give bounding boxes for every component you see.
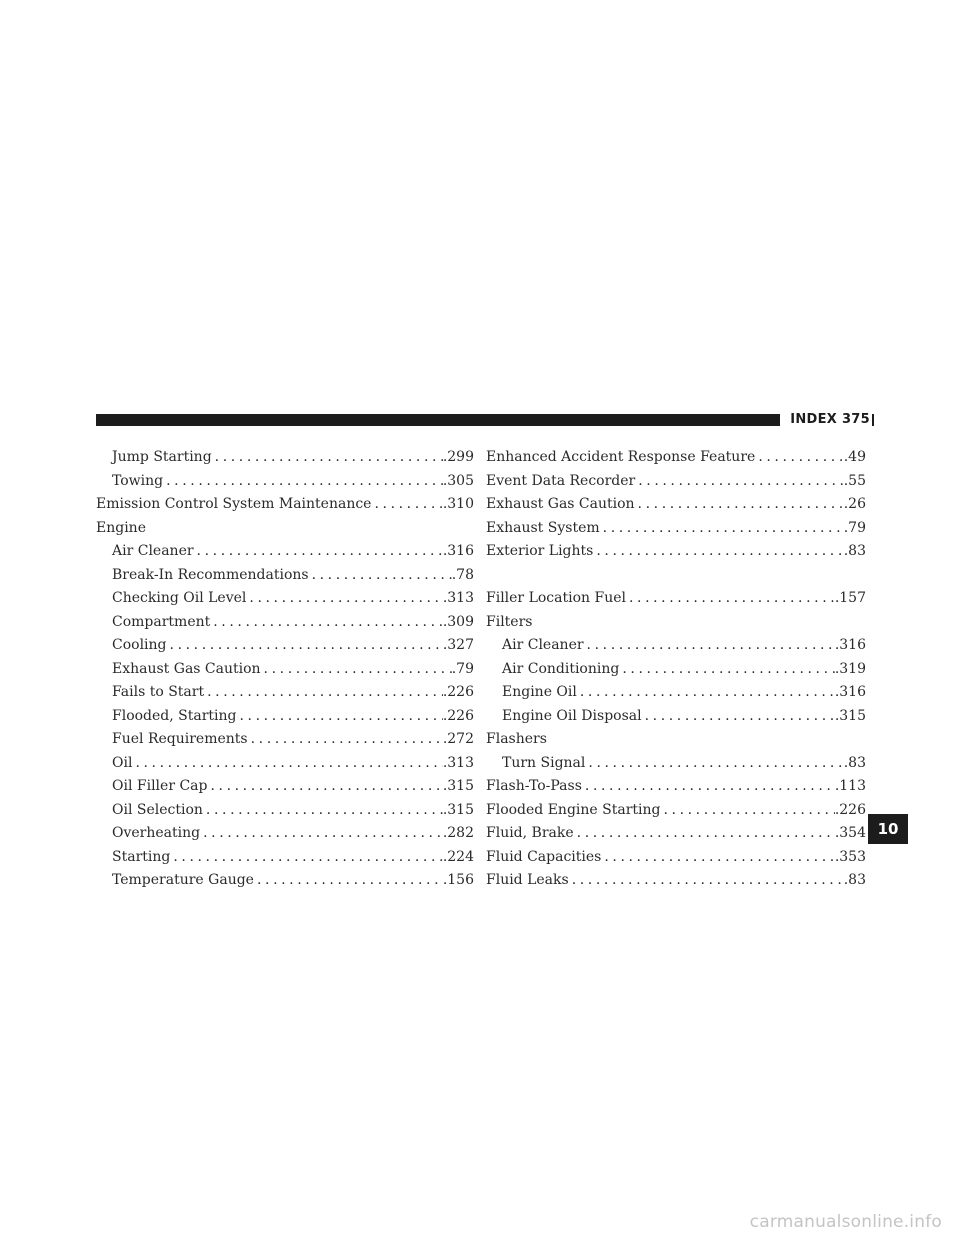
- index-term: Air Cleaner: [112, 543, 194, 559]
- index-page-number[interactable]: .79: [843, 519, 866, 536]
- index-page-number[interactable]: .272: [442, 731, 474, 747]
- dot-leader: [212, 446, 443, 470]
- index-page-number[interactable]: .310: [442, 496, 474, 512]
- dot-leader: [600, 517, 844, 541]
- index-page-number[interactable]: .353: [834, 848, 866, 865]
- index-term: Flooded, Starting: [112, 707, 237, 724]
- index-entry-cooling[interactable]: [96, 634, 474, 658]
- index-term: Exhaust Gas Caution: [486, 496, 635, 512]
- index-column-right: [486, 446, 866, 893]
- dot-leader: [204, 681, 443, 705]
- index-page-number[interactable]: .55: [843, 472, 866, 489]
- index-entry-turn-signal[interactable]: [486, 752, 866, 776]
- index-entry-fluid-leaks[interactable]: [486, 869, 866, 893]
- index-entry-exhaust-gas-caution[interactable]: [486, 493, 866, 517]
- index-entry-fails-to-start[interactable]: [96, 681, 474, 705]
- index-page-number[interactable]: .354: [834, 825, 866, 841]
- index-term: Emission Control System Maintenance: [96, 496, 372, 512]
- dot-leader: [261, 658, 452, 682]
- index-page-number[interactable]: .83: [843, 872, 866, 888]
- index-term: Break-In Recommendations: [112, 566, 309, 583]
- index-page-number[interactable]: .26: [843, 496, 866, 512]
- index-page-number[interactable]: .224: [442, 848, 474, 865]
- index-entry-towing[interactable]: [96, 470, 474, 494]
- index-entry-fluid-capacities[interactable]: [486, 846, 866, 870]
- dot-leader: [755, 446, 843, 470]
- index-spacer: [486, 564, 866, 588]
- index-term: Exterior Lights: [486, 543, 594, 559]
- index-page-number[interactable]: .49: [843, 449, 866, 465]
- index-page-number[interactable]: .315: [442, 778, 474, 794]
- index-term: Oil Selection: [112, 801, 203, 818]
- index-term: Air Conditioning: [502, 660, 620, 677]
- dot-leader: [170, 846, 442, 870]
- index-term: Temperature Gauge: [112, 872, 254, 888]
- index-term: Oil: [112, 754, 133, 771]
- index-term: Air Cleaner: [502, 637, 584, 653]
- index-term: Overheating: [112, 825, 201, 841]
- dot-leader: [203, 799, 443, 823]
- dot-leader: [248, 728, 443, 752]
- index-entry-exhaust-gas-caution[interactable]: [96, 658, 474, 682]
- index-term: Fluid Leaks: [486, 872, 569, 888]
- index-page-number[interactable]: .226: [834, 801, 866, 818]
- index-term: Starting: [112, 848, 171, 865]
- index-term: Oil Filler Cap: [112, 778, 208, 794]
- dot-leader: [626, 587, 835, 611]
- index-page-number[interactable]: .113: [834, 778, 866, 794]
- dot-leader: [642, 705, 835, 729]
- index-entry-oil-selection[interactable]: [96, 799, 474, 823]
- dot-leader: [582, 775, 835, 799]
- index-page-number[interactable]: .327: [442, 637, 474, 653]
- index-entry-break-in-recommendations[interactable]: [96, 564, 474, 588]
- index-term: Exhaust Gas Caution: [112, 660, 261, 677]
- index-entry-exhaust-system[interactable]: [486, 517, 866, 541]
- index-page-number[interactable]: .316: [834, 637, 866, 653]
- index-page-number[interactable]: .282: [442, 825, 474, 841]
- index-page-number[interactable]: .316: [834, 684, 866, 700]
- dot-leader: [207, 775, 442, 799]
- dot-leader: [619, 658, 834, 682]
- index-entry-compartment[interactable]: [96, 611, 474, 635]
- index-term: Exhaust System: [486, 519, 600, 536]
- dot-leader: [309, 564, 452, 588]
- index-page-number[interactable]: .157: [834, 590, 866, 606]
- index-term: Cooling: [112, 637, 167, 653]
- index-entry-checking-oil-level[interactable]: [96, 587, 474, 611]
- index-entry-fuel-requirements[interactable]: [96, 728, 474, 752]
- index-page-number[interactable]: .319: [834, 660, 866, 677]
- dot-leader: [200, 822, 443, 846]
- index-entry-oil-filler-cap[interactable]: [96, 775, 474, 799]
- index-entry-air-conditioning[interactable]: [486, 658, 866, 682]
- index-page-number[interactable]: .156: [442, 872, 474, 888]
- dot-leader: [635, 493, 844, 517]
- index-page-number[interactable]: .83: [843, 754, 866, 771]
- index-entry-engine-oil-disposal[interactable]: [486, 705, 866, 729]
- dot-leader: [237, 705, 443, 729]
- index-term: Filler Location Fuel: [486, 590, 626, 606]
- index-page-number[interactable]: .83: [843, 543, 866, 559]
- index-page-number[interactable]: .315: [834, 707, 866, 724]
- index-term: Jump Starting: [112, 449, 212, 465]
- index-entry-air-cleaner[interactable]: [486, 634, 866, 658]
- index-entry-event-data-recorder[interactable]: [486, 470, 866, 494]
- index-term: Event Data Recorder: [486, 472, 636, 489]
- index-entry-oil[interactable]: [96, 752, 474, 776]
- index-page-number[interactable]: .226: [442, 684, 474, 700]
- index-entry-fluid-brake[interactable]: [486, 822, 866, 846]
- page-header-title: INDEX 375: [780, 408, 872, 432]
- index-page-number[interactable]: .313: [442, 590, 474, 606]
- index-page-number[interactable]: .309: [442, 613, 474, 630]
- dot-leader: [194, 540, 443, 564]
- header-rule: [96, 414, 874, 426]
- dot-leader: [601, 846, 834, 870]
- index-term: Turn Signal: [502, 754, 586, 771]
- dot-leader: [371, 493, 442, 517]
- index-term: Towing: [112, 472, 164, 489]
- watermark-text: carmanualsonline.info: [749, 1212, 942, 1232]
- index-term: Enhanced Accident Response Feature: [486, 449, 756, 465]
- dot-leader: [569, 869, 844, 893]
- index-term: Flooded Engine Starting: [486, 801, 661, 818]
- dot-leader: [210, 611, 443, 635]
- index-term: Fluid, Brake: [486, 825, 574, 841]
- index-term: Checking Oil Level: [112, 590, 247, 606]
- index-page-number[interactable]: .305: [442, 472, 474, 489]
- index-term: Engine Oil: [502, 684, 577, 700]
- chapter-tab[interactable]: 10: [868, 814, 908, 844]
- index-term: Engine Oil Disposal: [502, 707, 642, 724]
- index-term: Fluid Capacities: [486, 848, 602, 865]
- index-term: Fails to Start: [112, 684, 205, 700]
- dot-leader: [635, 470, 844, 494]
- index-page-number[interactable]: .316: [442, 543, 474, 559]
- index-entry-air-cleaner[interactable]: [96, 540, 474, 564]
- index-entry-overheating[interactable]: [96, 822, 474, 846]
- dot-leader: [585, 752, 843, 776]
- index-page-number[interactable]: .79: [451, 660, 474, 677]
- index-entry-exterior-lights[interactable]: [486, 540, 866, 564]
- index-page-number[interactable]: .299: [442, 449, 474, 465]
- dot-leader: [254, 869, 443, 893]
- index-heading-filters: Filters: [486, 613, 533, 630]
- index-page-number[interactable]: .78: [451, 566, 474, 583]
- index-page-number[interactable]: .226: [442, 707, 474, 724]
- dot-leader: [660, 799, 834, 823]
- index-entry-flooded-engine-starting[interactable]: [486, 799, 866, 823]
- index-entry-enhanced-accident-response-feature[interactable]: [486, 446, 866, 470]
- dot-leader: [593, 540, 843, 564]
- dot-leader: [132, 752, 442, 776]
- dot-leader: [584, 634, 835, 658]
- dot-leader: [167, 634, 443, 658]
- dot-leader: [577, 681, 835, 705]
- dot-leader: [163, 470, 443, 494]
- index-page-number[interactable]: .315: [442, 801, 474, 818]
- dot-leader: [574, 822, 835, 846]
- index-heading-engine: Engine: [96, 519, 146, 536]
- index-term: Compartment: [112, 613, 211, 630]
- index-entry-starting[interactable]: [96, 846, 474, 870]
- index-entry-jump-starting[interactable]: [96, 446, 474, 470]
- index-term: Flash-To-Pass: [486, 778, 582, 794]
- index-term: Fuel Requirements: [112, 731, 248, 747]
- index-page-number[interactable]: .313: [442, 754, 474, 771]
- index-heading-flashers: Flashers: [486, 731, 547, 747]
- index-entry-flash-to-pass[interactable]: [486, 775, 866, 799]
- index-column-left: [96, 446, 474, 893]
- index-entry-flooded-starting[interactable]: [96, 705, 474, 729]
- index-entry-filler-location-fuel[interactable]: [486, 587, 866, 611]
- index-entry-engine-oil[interactable]: [486, 681, 866, 705]
- dot-leader: [246, 587, 442, 611]
- index-entry-emission-control-system-maintenance[interactable]: [96, 493, 474, 517]
- index-entry-temperature-gauge[interactable]: [96, 869, 474, 893]
